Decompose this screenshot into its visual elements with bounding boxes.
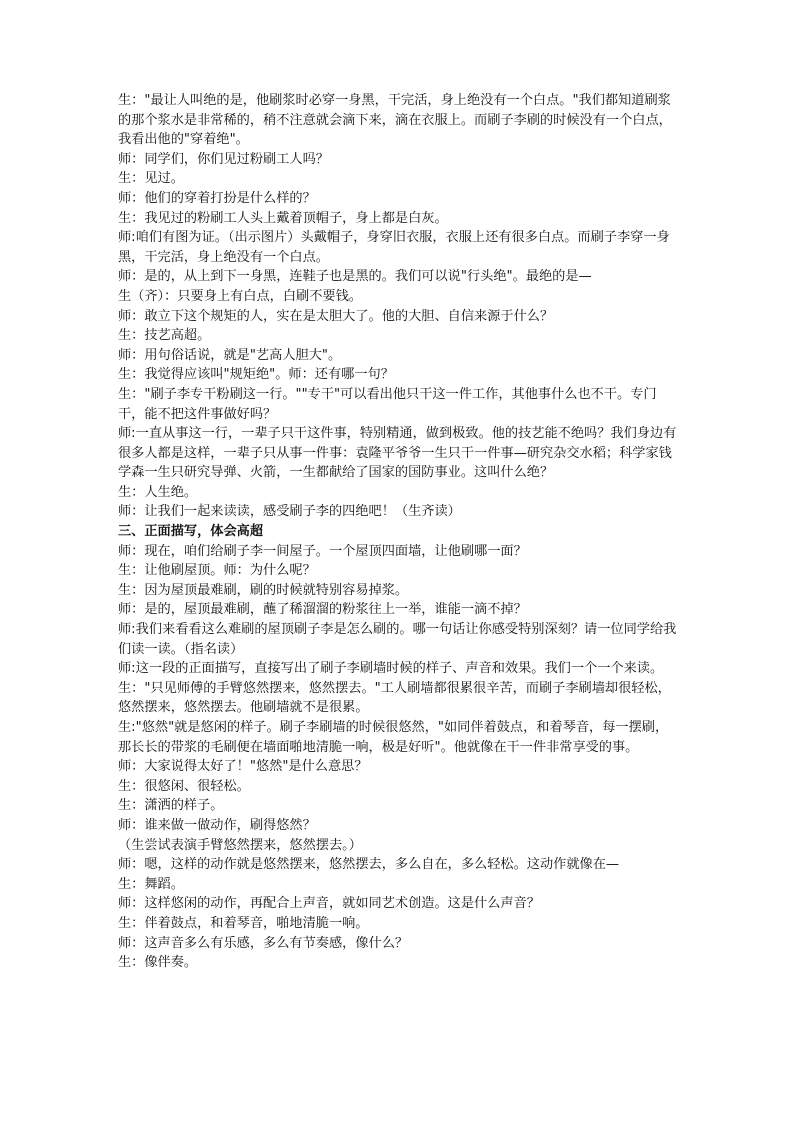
dialogue-line: 生：我见过的粉刷工人头上戴着顶帽子，身上都是白灰。 [118, 210, 448, 226]
dialogue-line: 师：谁来做一做动作，刷得悠然？ [118, 817, 316, 833]
dialogue-line: 师：让我们一起来读读，感受刷子李的四绝吧！（生齐读） [118, 504, 461, 520]
dialogue-line: 生：像伴奏。 [118, 955, 198, 971]
stage-direction: （生尝试表演手臂悠然摆来，悠然摆去。） [118, 837, 362, 853]
dialogue-line: 师:咱们有图为证。（出示图片）头戴帽子，身穿旧衣服，衣服上还有很多白点。而刷子李穿一身黑，干完活，身上绝没有一个白点。 [118, 230, 670, 265]
dialogue-line: 生：潇洒的样子。 [118, 798, 224, 814]
dialogue-line: 生："最让人叫绝的是，他刷浆时必穿一身黑，干完活，身上绝没有一个白点。"我们都知道刷浆的那个浆水是非常稀的，稍不注意就会滴下来，滴在衣服上。而刷子李刷的时候没有一个白点，我看出他的"穿着绝"。 [118, 93, 672, 148]
dialogue-line: 师：用句俗话说，就是"艺高人胆大"。 [118, 347, 342, 363]
dialogue-line: 师：这声音多么有乐感，多么有节奏感，像什么？ [118, 935, 409, 951]
dialogue-line: 生：伴着鼓点，和着琴音，啪地清脆一响。 [118, 915, 369, 931]
dialogue-line: 师:这一段的正面描写，直接写出了刷子李刷墙时候的样子、声音和效果。我们一个一个来读。 [118, 661, 664, 677]
dialogue-line: 生："只见师傅的手臂悠然摆来，悠然摆去。"工人刷墙都很累很辛苦，而刷子李刷墙却很轻松，悠然摆来，悠然摆去。他刷墙就不是很累。 [118, 680, 671, 716]
dialogue-line: 师：是的，从上到下一身黑，连鞋子也是黑的。我们可以说"行头绝"。最绝的是— [118, 269, 592, 285]
dialogue-line: 生："刷子李专干粉刷这一行。""专干"可以看出他只干这一件工作，其他事什么也不干。专门干，能不把这件事做好吗？ [118, 386, 657, 422]
dialogue-line: 生：我觉得应该叫"规矩绝"。师：还有哪一句？ [118, 367, 394, 383]
dialogue-line: 师：嗯，这样的动作就是悠然摆来，悠然摆去，多么自在，多么轻松。这动作就像在— [118, 857, 620, 873]
document-page [118, 91, 678, 973]
section-heading: 三、正面描写，体会高超 [118, 524, 264, 540]
dialogue-line: 师：他们的穿着打扮是什么样的？ [118, 190, 316, 206]
dialogue-line: 生:"悠然"就是悠闲的样子。刷子李刷墙的时候很悠然，"如同伴着鼓点，和着琴音，每一摆刷，那长长的带浆的毛刷便在墙面啪地清脆一响，极是好听"。他就像在干一件非常享受的事。 [118, 720, 669, 755]
dialogue-line: 师：现在，咱们给刷子李一间屋子。一个屋顶四面墙，让他刷哪一面？ [118, 543, 527, 559]
dialogue-line: 师：同学们，你们见过粉刷工人吗？ [118, 151, 329, 167]
dialogue-line: 师：大家说得太好了！"悠然"是什么意思？ [118, 759, 368, 775]
dialogue-line: 生（齐）：只要身上有白点，白刷不要钱。 [118, 288, 362, 304]
dialogue-line: 生：人生绝。 [118, 484, 198, 500]
dialogue-line: 生：技艺高超。 [118, 328, 211, 344]
dialogue-line: 师：敢立下这个规矩的人，实在是太胆大了。他的大胆、自信来源于什么？ [118, 308, 554, 324]
dialogue-line: 师：是的，屋顶最难刷，蘸了稀溜溜的粉浆往上一举，谁能一滴不掉？ [118, 602, 527, 618]
dialogue-line: 师：这样悠闲的动作，再配合上声音，就如同艺术创造。这是什么声音？ [118, 896, 540, 912]
dialogue-line: 师:我们来看看这么难刷的屋顶刷子李是怎么刷的。哪一句话让你感受特别深刻？请一位同学给我们读一读。（指名读） [118, 622, 677, 657]
dialogue-line: 生：让他刷屋顶。师：为什么呢？ [118, 563, 316, 579]
dialogue-line: 生：很悠闲、很轻松。 [118, 778, 250, 794]
dialogue-line: 生：因为屋顶最难刷，刷的时候就特别容易掉浆。 [118, 582, 409, 598]
dialogue-line: 生：见过。 [118, 171, 184, 187]
dialogue-line: 师:一直从事这一行，一辈子只干这件事，特别精通，做到极致。他的技艺能不绝吗？我们身边有很多人都是这样，一辈子只从事一件事：袁隆平爷爷一生只干一件事—研究杂交水稻；科学家钱学森一生只研究导弹、火箭，一生都献给了国家的国防事业。这叫什么绝？ [118, 426, 677, 481]
dialogue-line: 生：舞蹈。 [118, 876, 184, 892]
